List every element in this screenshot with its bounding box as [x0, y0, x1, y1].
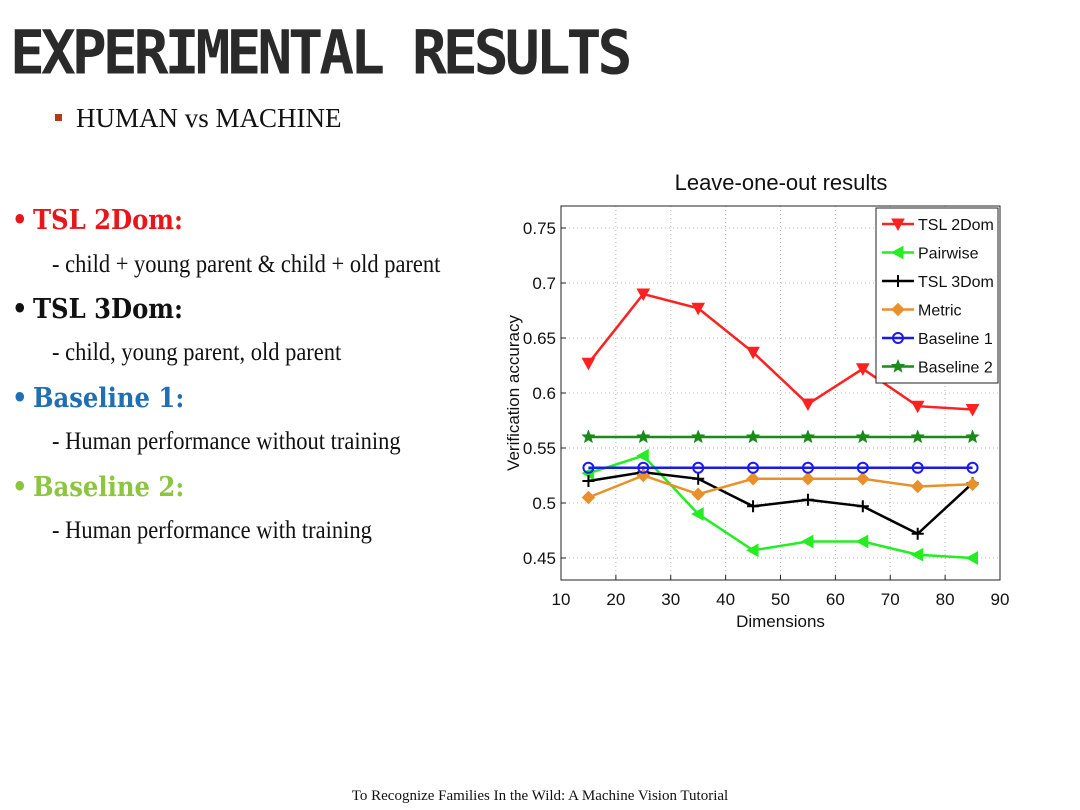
- bullet-label: Baseline 2:: [32, 472, 185, 503]
- x-tick-label: 70: [880, 590, 900, 609]
- bullet-label: TSL 2Dom:: [32, 205, 184, 236]
- slide-footer: To Recognize Families In the Wild: A Machine Vision Tutorial: [351, 788, 729, 804]
- bullet-desc: - child, young parent, old parent: [52, 339, 342, 366]
- legend-label-tsl-2dom: TSL 2Dom: [918, 217, 994, 234]
- chart-title: Leave-one-out results: [674, 170, 888, 195]
- bullet-desc: - Human performance without training: [52, 428, 401, 455]
- subtitle-text: HUMAN vs MACHINE: [76, 103, 342, 133]
- y-tick-label: 0.75: [522, 219, 556, 238]
- y-tick-label: 0.6: [532, 384, 556, 403]
- bullet-dot-icon: •: [12, 472, 28, 503]
- x-tick-label: 60: [825, 590, 845, 609]
- x-tick-label: 20: [606, 590, 626, 609]
- legend-label-baseline-2: Baseline 2: [918, 359, 993, 377]
- legend-label-tsl-3dom: TSL 3Dom: [918, 274, 994, 291]
- slide-title: EXPERIMENTAL RESULTS: [10, 16, 629, 89]
- bullet-dot-icon: •: [12, 205, 28, 236]
- bullet-label: TSL 3Dom:: [32, 294, 184, 325]
- x-tick-label: 80: [935, 590, 955, 609]
- x-tick-label: 30: [661, 590, 681, 609]
- x-tick-label: 40: [716, 590, 736, 609]
- legend-box: [876, 208, 998, 383]
- bullet-desc: - child + young parent & child + old parent: [52, 251, 441, 278]
- bullet-label: Baseline 1:: [32, 383, 185, 414]
- y-tick-label: 0.5: [532, 494, 556, 513]
- y-tick-label: 0.55: [522, 439, 556, 458]
- x-axis-label: Dimensions: [736, 612, 825, 631]
- bullet-desc: - Human performance with training: [52, 517, 372, 544]
- legend-label-pairwise: Pairwise: [918, 245, 979, 263]
- y-axis-label: Verification accuracy: [504, 315, 523, 471]
- bullet-dot-icon: •: [12, 294, 28, 325]
- legend-label-baseline-1: Baseline 1: [918, 331, 993, 348]
- legend-label-metric: Metric: [918, 302, 962, 320]
- y-tick-label: 0.7: [532, 274, 556, 293]
- x-tick-label: 50: [771, 590, 790, 609]
- bullet-dot-icon: •: [12, 383, 28, 414]
- y-tick-label: 0.45: [522, 549, 556, 568]
- legend: [876, 208, 998, 383]
- y-tick-label: 0.65: [522, 329, 556, 348]
- x-tick-label: 10: [551, 590, 571, 609]
- x-tick-label: 90: [990, 590, 1010, 609]
